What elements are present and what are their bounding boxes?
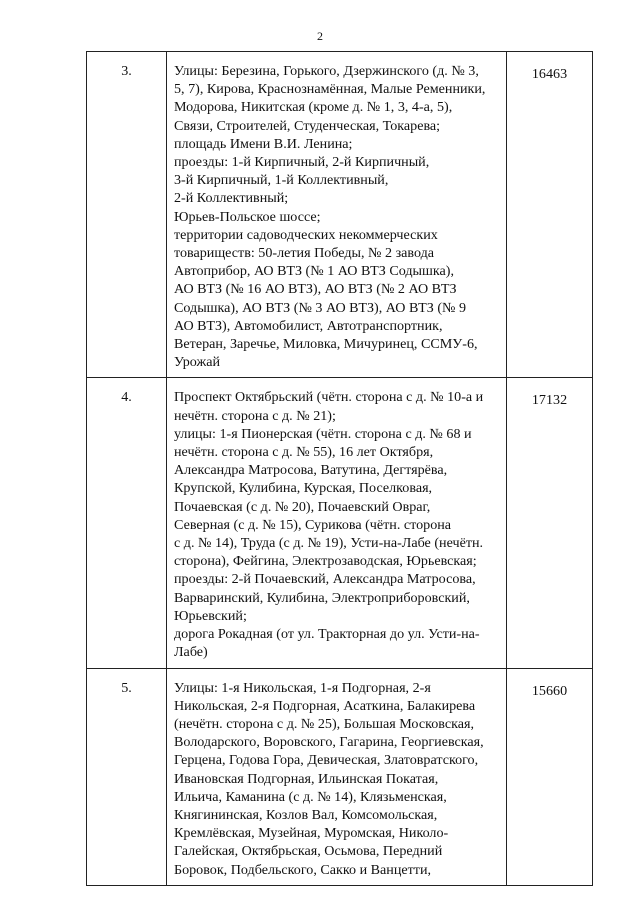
address-line: Автоприбор, АО ВТЗ (№ 1 АО ВТЗ Содышка), — [174, 263, 454, 280]
districts-table — [86, 51, 593, 886]
address-line: Связи, Строителей, Студенческая, Токарева; — [174, 117, 441, 134]
table-row-4 — [87, 378, 593, 668]
address-line: Содышка), АО ВТЗ (№ 3 АО ВТЗ), АО ВТЗ (№ 9 — [174, 299, 467, 316]
address-line: Галейская, Октябрьская, Осьмова, Передний — [174, 843, 443, 860]
voter-count: 17132 — [507, 378, 593, 668]
address-line: дорога Рокадная (от ул. Тракторная до ул. Усти-на- — [174, 626, 480, 643]
address-line: Северная (с д. № 15), Сурикова (чётн. сторона — [174, 516, 452, 533]
address-line: АО ВТЗ), Автомобилист, Автотранспортник, — [174, 317, 443, 334]
address-list — [167, 378, 507, 668]
address-line: Юрьевский; — [174, 607, 247, 624]
address-line: с д. № 14), Труда (с д. № 19), Усти-на-Лабе (нечётн. — [174, 535, 484, 552]
address-line: Юрьев-Польское шоссе; — [174, 208, 321, 225]
address-line: нечётн. сторона с д. № 21); — [174, 407, 336, 424]
address-line: Ветеран, Заречье, Миловка, Мичуринец, ССМУ-6, — [174, 336, 478, 353]
address-line: 5, 7), Кирова, Краснознамённая, Малые Ременники, — [174, 81, 486, 98]
address-line: Варваринский, Кулибина, Электроприборовский, — [174, 589, 470, 606]
address-line: Никольская, 2-я Подгорная, Асаткина, Балакирева — [174, 697, 476, 714]
address-line: Ильича, Каманина (с д. № 14), Клязьменская, — [174, 788, 447, 805]
address-line: 2-й Коллективный; — [174, 190, 289, 207]
address-line: Герцена, Годова Гора, Девическая, Златовратского, — [174, 752, 479, 769]
address-line: площадь Имени В.И. Ленина; — [174, 135, 353, 152]
address-line: товариществ: 50-летия Победы, № 2 завода — [174, 245, 435, 262]
address-list — [167, 668, 507, 885]
address-line: проезды: 2-й Почаевский, Александра Матросова, — [174, 571, 476, 588]
address-line: Боровок, Подбельского, Сакко и Ванцетти, — [174, 861, 432, 878]
address-line: Улицы: 1-я Никольская, 1-я Подгорная, 2-я — [174, 679, 431, 696]
row-number: 3. — [87, 52, 167, 378]
address-line: 3-й Кирпичный, 1-й Коллективный, — [174, 172, 389, 189]
address-line: Модорова, Никитская (кроме д. № 1, 3, 4-а, 5), — [174, 99, 453, 116]
voter-count: 15660 — [507, 668, 593, 885]
address-line: Ивановская Подгорная, Ильинская Покатая, — [174, 770, 439, 787]
address-line: Проспект Октябрьский (чётн. сторона с д. № 10-а и — [174, 389, 484, 406]
table-row-5 — [87, 668, 593, 885]
row-number: 4. — [87, 378, 167, 668]
address-line: Александра Матросова, Ватутина, Дегтярёва, — [174, 462, 448, 479]
address-line: нечётн. сторона с д. № 55), 16 лет Октября, — [174, 444, 434, 461]
row-number: 5. — [87, 668, 167, 885]
address-line: Почаевская (с д. № 20), Почаевский Овраг, — [174, 498, 431, 515]
address-line: АО ВТЗ (№ 16 АО ВТЗ), АО ВТЗ (№ 2 АО ВТЗ — [174, 281, 457, 298]
address-line: Кремлёвская, Музейная, Муромская, Николо- — [174, 825, 449, 842]
address-line: Лабе) — [174, 644, 208, 661]
page-number: 2 — [317, 29, 323, 43]
districts-table-body — [87, 52, 593, 886]
voter-count: 16463 — [507, 52, 593, 378]
address-line: сторона), Фейгина, Электрозаводская, Юрьевская; — [174, 553, 477, 570]
address-line: Урожай — [174, 354, 221, 371]
address-line: (нечётн. сторона с д. № 25), Большая Московская, — [174, 715, 474, 732]
address-line: Володарского, Воровского, Гагарина, Георгиевская, — [174, 734, 484, 751]
address-line: улицы: 1-я Пионерская (чётн. сторона с д. № 68 и — [174, 425, 472, 442]
table-row-3 — [87, 52, 593, 378]
address-list — [167, 52, 507, 378]
address-line: Княгининская, Козлов Вал, Комсомольская, — [174, 806, 438, 823]
address-line: Крупской, Кулибина, Курская, Поселковая, — [174, 480, 433, 497]
address-line: территории садоводческих некоммерческих — [174, 226, 438, 243]
address-line: проезды: 1-й Кирпичный, 2-й Кирпичный, — [174, 154, 430, 171]
address-line: Улицы: Березина, Горького, Дзержинского (д. № 3, — [174, 63, 479, 79]
